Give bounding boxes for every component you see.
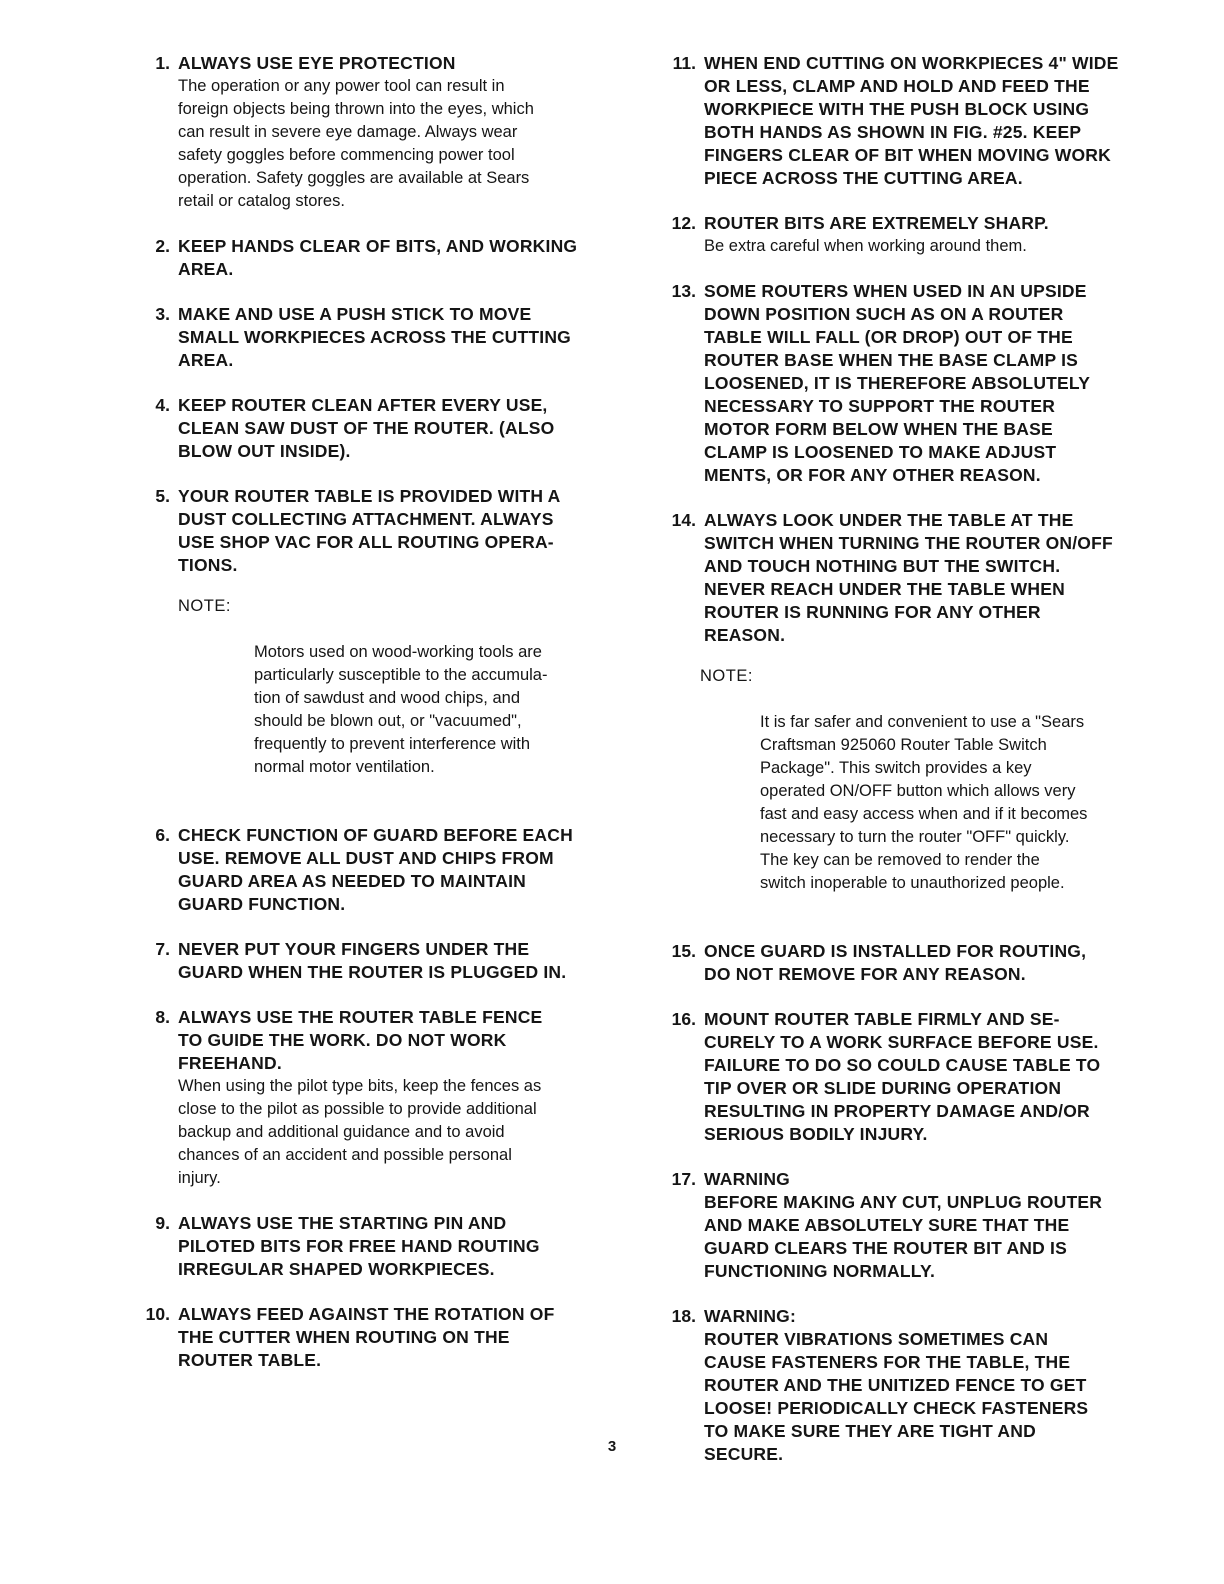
item-number: 5. [155,486,170,506]
item-number: 1. [155,53,170,73]
note-text: It is far safer and convenient to use a "Sears Craftsman 925060 Router Table Switch Package". This switch provides a key operated ON/OFF button which allows very fast and easy access when and if it becomes necessary to turn the router "OFF" quickly. The key can be removed to render the switch inoperable to unauthorized people. [760,713,1088,892]
item-heading: MAKE AND USE A PUSH STICK TO MOVE SMALL WORKPIECES ACROSS THE CUTTING AREA. [178,304,571,370]
item-number: 3. [155,304,170,324]
safety-item-2 [138,235,638,281]
item-heading: ALWAYS FEED AGAINST THE ROTATION OF THE CUTTER WHEN ROUTING ON THE ROUTER TABLE. [178,1304,555,1370]
item-number: 6. [155,825,170,845]
item-body: The operation or any power tool can result in foreign objects being thrown into the eyes, which can result in severe eye damage. Always wear safety goggles before commencing power tool operation. Safety goggles are available at Sears retail or catalog stores. [178,77,534,210]
note-label: NOTE: [178,597,231,615]
item-heading: WHEN END CUTTING ON WORKPIECES 4" WIDE OR LESS, CLAMP AND HOLD AND FEED THE WORKPIECE WITH THE PUSH BLOCK USING BOTH HANDS AS SHOWN IN FIG. #25. KEEP FINGERS CLEAR OF BIT WHEN MOVING WORK PIECE ACROSS THE CUTTING AREA. [704,53,1119,188]
safety-item-1 [138,52,638,213]
item-heading: ONCE GUARD IS INSTALLED FOR ROUTING, DO NOT REMOVE FOR ANY REASON. [704,941,1087,984]
item-heading: ROUTER BITS ARE EXTREMELY SHARP. [704,213,1049,233]
item-heading: WARNING BEFORE MAKING ANY CUT, UNPLUG ROUTER AND MAKE ABSOLUTELY SURE THAT THE GUARD CLEARS THE ROUTER BIT AND IS FUNCTIONING NORMALLY. [704,1169,1103,1281]
item-heading: KEEP HANDS CLEAR OF BITS, AND WORKING AREA. [178,236,578,279]
item-number: 13. [671,281,696,301]
item-number: 16. [671,1009,696,1029]
safety-item-4 [138,394,638,463]
item-number: 14. [671,510,696,530]
item-number: 8. [155,1007,170,1027]
safety-item-12 [664,212,1184,258]
safety-item-5 [138,485,638,577]
item-heading: YOUR ROUTER TABLE IS PROVIDED WITH A DUST COLLECTING ATTACHMENT. ALWAYS USE SHOP VAC FOR ALL ROUTING OPERA- TIONS. [178,486,561,575]
right-column [664,52,1184,1466]
item-heading: ALWAYS USE EYE PROTECTION [178,53,456,73]
item-number: 2. [155,236,170,256]
page-number: 3 [607,1438,617,1455]
item-number: 11. [672,53,696,73]
item-number: 15. [671,941,696,961]
item-heading: WARNING: ROUTER VIBRATIONS SOMETIMES CAN CAUSE FASTENERS FOR THE TABLE, THE ROUTER AND THE UNITIZED FENCE TO GET LOOSE! PERIODICALLY CHECK FASTENERS TO MAKE SURE THEY ARE TIGHT AND SECURE. [704,1306,1089,1464]
item-heading: CHECK FUNCTION OF GUARD BEFORE EACH USE. REMOVE ALL DUST AND CHIPS FROM GUARD AREA AS NEEDED TO MAINTAIN GUARD FUNCTION. [178,825,573,914]
item-number: 17. [671,1169,696,1189]
item-heading: KEEP ROUTER CLEAN AFTER EVERY USE, CLEAN SAW DUST OF THE ROUTER. (ALSO BLOW OUT INSIDE). [178,395,555,461]
item-number: 18. [671,1306,696,1326]
item-number: 7. [155,939,170,959]
safety-item-9 [138,1212,638,1281]
safety-item-17 [664,1168,1184,1283]
note-label: NOTE: [700,667,753,685]
note-block [178,595,638,802]
note-block [700,665,1184,918]
item-number: 10. [145,1304,170,1324]
safety-item-14 [664,509,1184,647]
safety-item-7 [138,938,638,984]
safety-item-3 [138,303,638,372]
item-body: Be extra careful when working around them. [704,237,1027,255]
item-heading: ALWAYS USE THE ROUTER TABLE FENCE TO GUIDE THE WORK. DO NOT WORK FREEHAND. [178,1007,543,1073]
left-column [138,52,638,1372]
item-number: 4. [155,395,170,415]
item-body: When using the pilot type bits, keep the fences as close to the pilot as possible to provide additional backup and additional guidance and to avoid chances of an accident and possible personal injury. [178,1077,542,1187]
item-number: 9. [155,1213,170,1233]
safety-item-10 [138,1303,638,1372]
safety-item-16 [664,1008,1184,1146]
safety-item-8 [138,1006,638,1190]
safety-item-15 [664,940,1184,986]
item-heading: NEVER PUT YOUR FINGERS UNDER THE GUARD WHEN THE ROUTER IS PLUGGED IN. [178,939,567,982]
safety-item-13 [664,280,1184,487]
item-heading: ALWAYS USE THE STARTING PIN AND PILOTED BITS FOR FREE HAND ROUTING IRREGULAR SHAPED WORKPIECES. [178,1213,540,1279]
item-number: 12. [671,213,696,233]
safety-item-6 [138,824,638,916]
item-heading: SOME ROUTERS WHEN USED IN AN UPSIDE DOWN POSITION SUCH AS ON A ROUTER TABLE WILL FALL (OR DROP) OUT OF THE ROUTER BASE WHEN THE BASE CLAMP IS LOOSENED, IT IS THEREFORE ABSOLUTELY NECESSARY TO SUPPORT THE ROUTER MOTOR FORM BELOW WHEN THE BASE CLAMP IS LOOSENED TO MAKE ADJUST MENTS, OR FOR ANY OTHER REASON. [704,281,1091,485]
note-text: Motors used on wood-working tools are particularly susceptible to the accumula- tion of sawdust and wood chips, and should be blown out, or "vacuumed", frequently to prevent interference with normal motor ventilation. [254,643,548,776]
item-heading: MOUNT ROUTER TABLE FIRMLY AND SE- CURELY TO A WORK SURFACE BEFORE USE. FAILURE TO DO SO COULD CAUSE TABLE TO TIP OVER OR SLIDE DURING OPERATION RESULTING IN PROPERTY DAMAGE AND/OR SERIOUS BODILY INJURY. [704,1009,1101,1144]
safety-item-11 [664,52,1184,190]
item-heading: ALWAYS LOOK UNDER THE TABLE AT THE SWITCH WHEN TURNING THE ROUTER ON/OFF AND TOUCH NOTHING BUT THE SWITCH. NEVER REACH UNDER THE TABLE WHEN ROUTER IS RUNNING FOR ANY OTHER REASON. [704,510,1113,645]
